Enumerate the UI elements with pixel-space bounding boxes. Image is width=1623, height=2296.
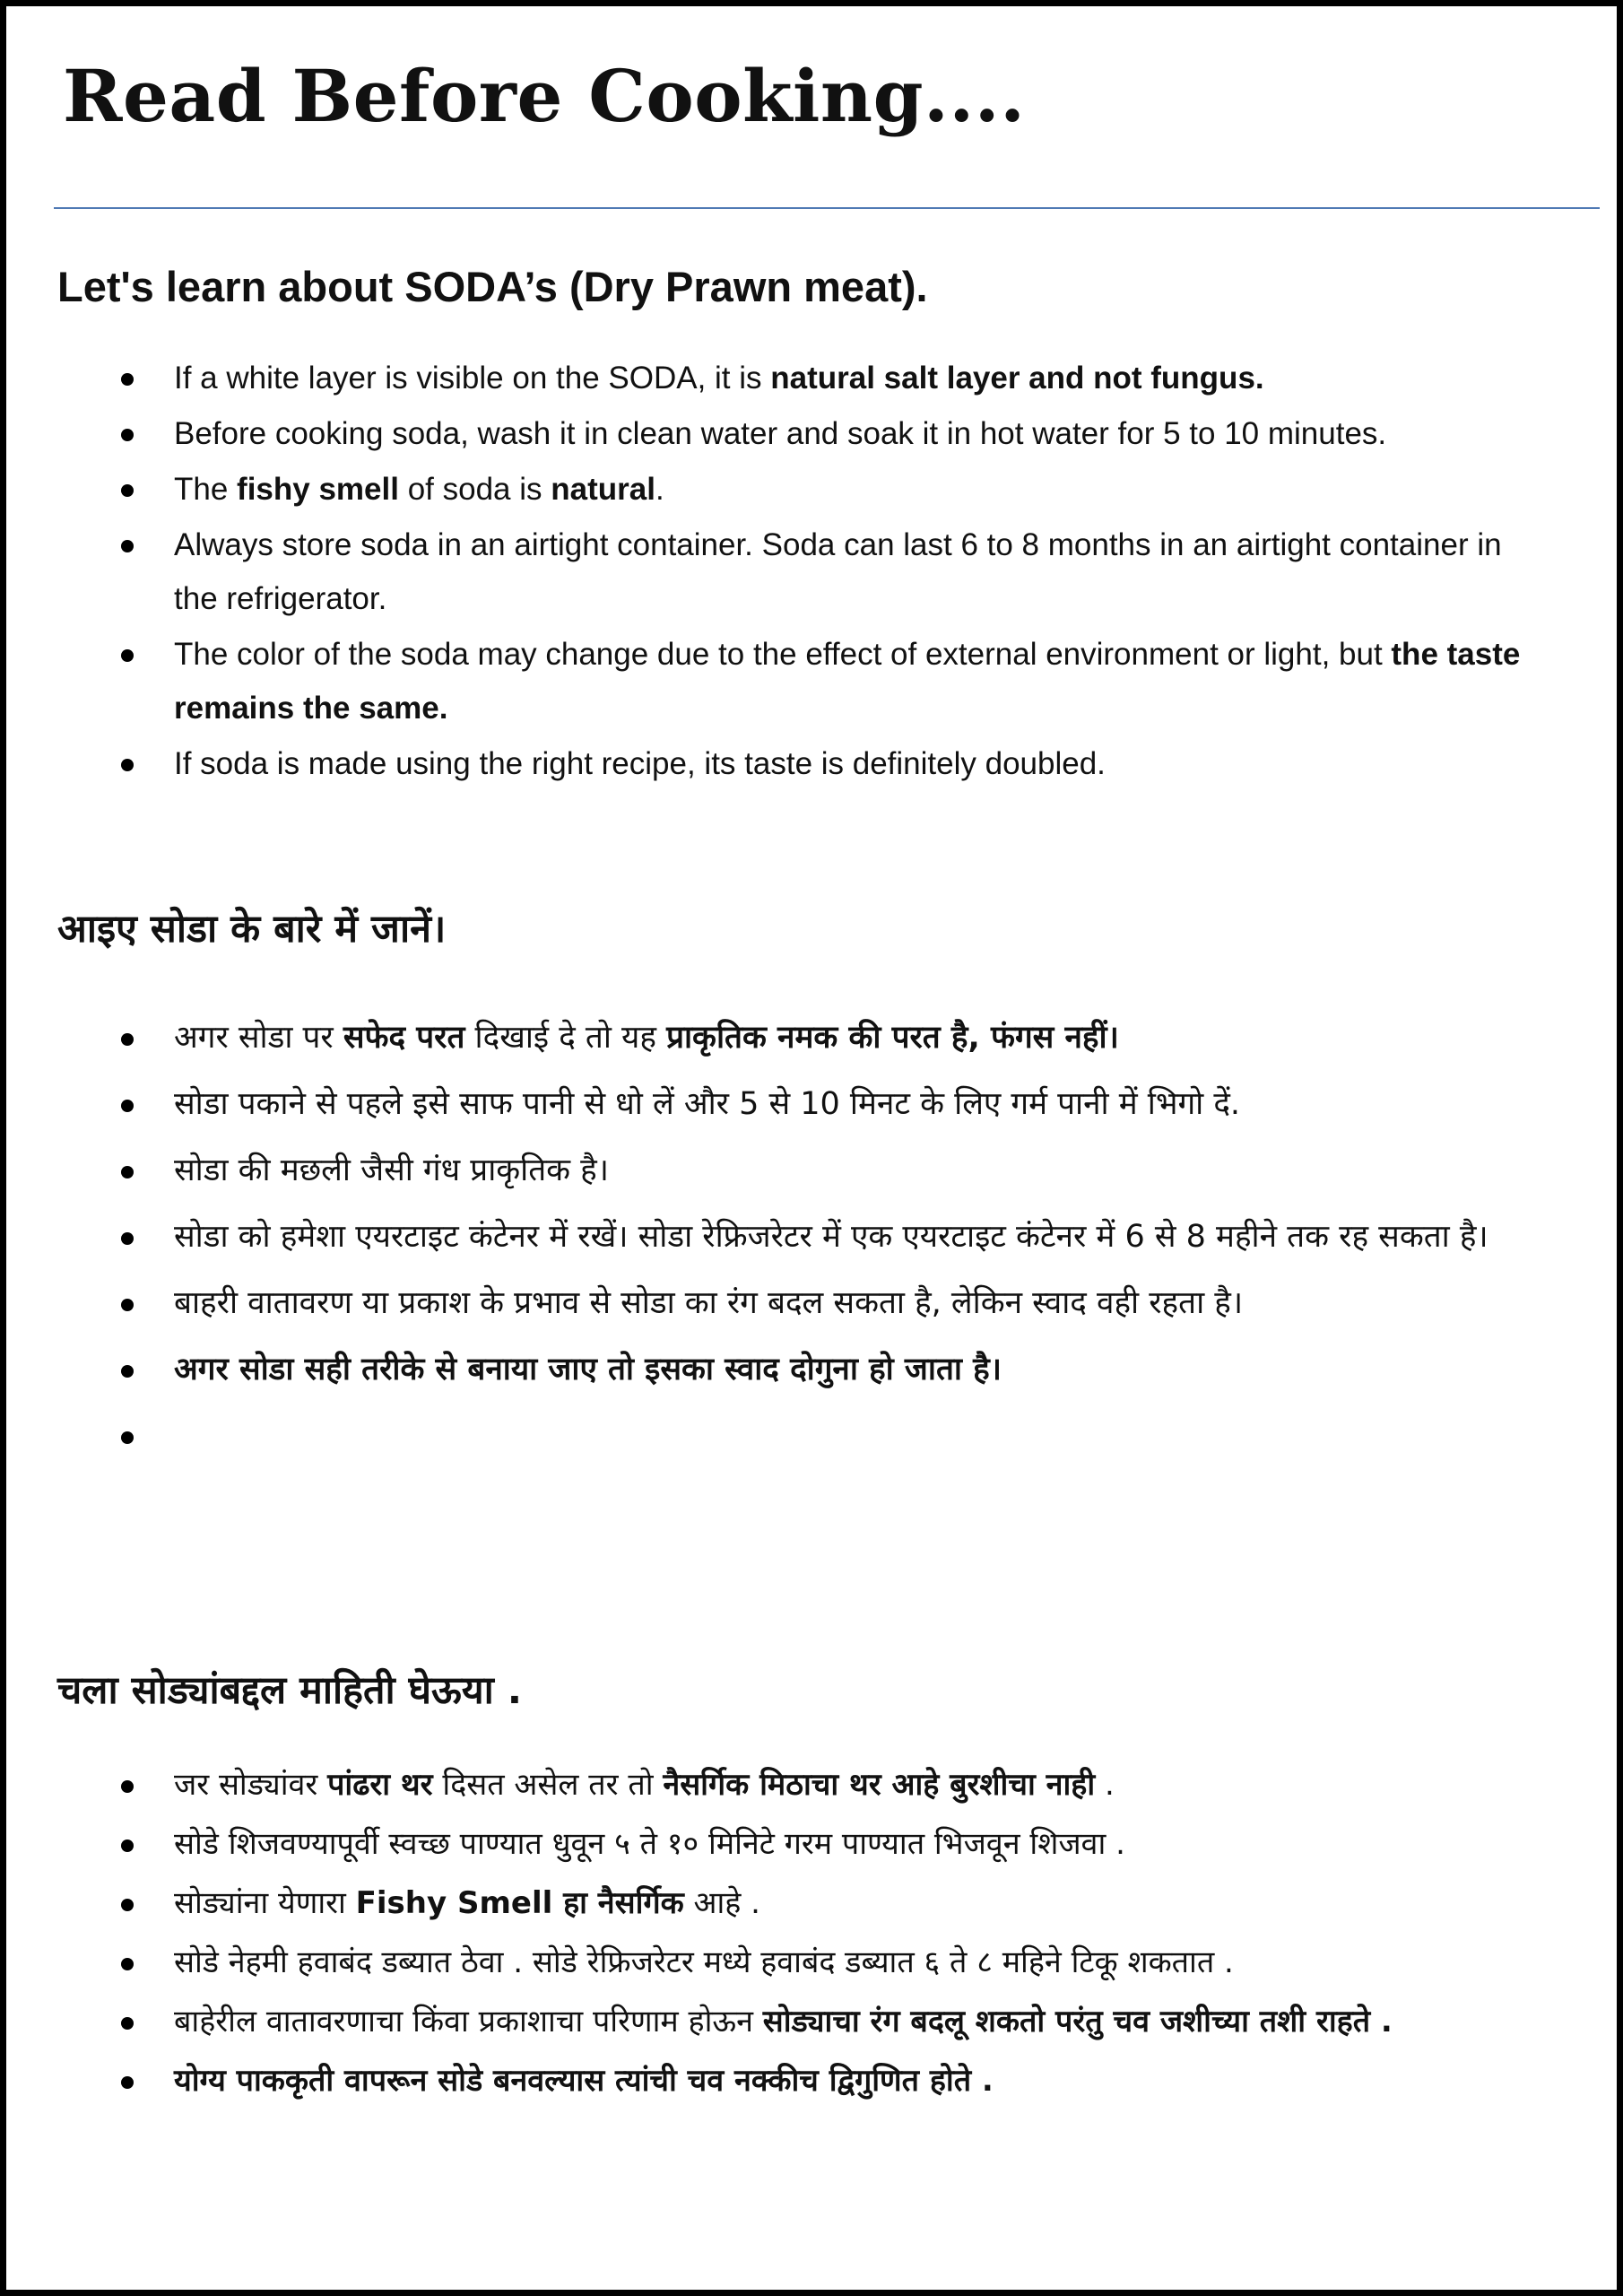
- bullet-icon: [121, 1100, 134, 1112]
- bullet-icon: [121, 484, 134, 497]
- bullet-icon: [121, 1033, 134, 1046]
- bullet-icon: [121, 1166, 134, 1178]
- bullet-icon: [121, 1899, 134, 1911]
- list-item: [57, 1403, 1528, 1469]
- bullet-icon: [121, 1958, 134, 1970]
- list-item: बाहरी वातावरण या प्रकाश के प्रभाव से सोडा का रंग बदल सकता है, लेकिन स्वाद वही रहता है।: [57, 1270, 1528, 1336]
- bullet-icon: [121, 649, 134, 662]
- english-section: [57, 260, 1582, 793]
- list-item: Before cooking soda, wash it in clean water and soak it in hot water for 5 to 10 minutes.: [57, 407, 1528, 461]
- list-item: सोडे शिजवण्यापूर्वी स्वच्छ पाण्यात धुवून ५ ते १० मिनिटे गरम पाण्यात भिजवून शिजवा .: [57, 1814, 1528, 1874]
- hindi-bullet-list: [57, 1004, 1582, 1469]
- list-item: सोड्यांना येणारा Fishy Smell हा नैसर्गिक आहे .: [57, 1874, 1528, 1933]
- list-item: The color of the soda may change due to the effect of external environment or light, but the taste remains the same.: [57, 628, 1528, 735]
- list-item: The fishy smell of soda is natural.: [57, 463, 1528, 517]
- list-item: If a white layer is visible on the SODA, it is natural salt layer and not fungus.: [57, 352, 1528, 405]
- list-item: अगर सोडा पर सफेद परत दिखाई दे तो यह प्राकृतिक नमक की परत है, फंगस नहीं।: [57, 1004, 1528, 1071]
- bullet-icon: [121, 2017, 134, 2030]
- list-item: जर सोड्यांवर पांढरा थर दिसत असेल तर तो नैसर्गिक मिठाचा थर आहे बुरशीचा नाही .: [57, 1755, 1528, 1814]
- title-divider: [54, 207, 1600, 209]
- marathi-bullet-list: [57, 1755, 1582, 2110]
- list-item: अगर सोडा सही तरीके से बनाया जाए तो इसका स्वाद दोगुना हो जाता है।: [57, 1336, 1528, 1403]
- bullet-icon: [121, 1839, 134, 1852]
- marathi-heading: चला सोड्यांबद्दल माहिती घेऊया .: [57, 1668, 523, 1713]
- list-item: Always store soda in an airtight container. Soda can last 6 to 8 months in an airtight container in the refrigerator.: [57, 518, 1528, 626]
- english-heading: Let's learn about SODA’s (Dry Prawn meat).: [57, 263, 928, 310]
- bullet-icon: [121, 429, 134, 441]
- english-bullet-list: [57, 352, 1582, 791]
- hindi-heading: आइए सोडा के बारे में जानें।: [57, 907, 447, 952]
- list-item: If soda is made using the right recipe, its taste is definitely doubled.: [57, 737, 1528, 791]
- bullet-icon: [121, 1365, 134, 1378]
- bullet-icon: [121, 1780, 134, 1793]
- bullet-icon: [121, 759, 134, 771]
- bullet-icon: [121, 373, 134, 386]
- list-item: बाहेरील वातावरणाचा किंवा प्रकाशाचा परिणाम होऊन सोड्याचा रंग बदलू शकतो परंतु चव जशीच्या तशी राहते .: [57, 1992, 1528, 2051]
- bullet-icon: [121, 1431, 134, 1444]
- list-item: सोडे नेहमी हवाबंद डब्यात ठेवा . सोडे रेफ्रिजरेटर मध्ये हवाबंद डब्यात ६ ते ८ महिने टिकू शकतात .: [57, 1933, 1528, 1992]
- bullet-icon: [121, 540, 134, 552]
- hindi-section: [57, 902, 1582, 1469]
- list-item: योग्य पाककृती वापरून सोडे बनवल्यास त्यांची चव नक्कीच द्विगुणित होते .: [57, 2051, 1528, 2110]
- bullet-icon: [121, 2076, 134, 2089]
- bullet-icon: [121, 1232, 134, 1245]
- page-title: Read Before Cooking....: [63, 54, 1026, 138]
- bullet-icon: [121, 1299, 134, 1311]
- list-item: सोडा पकाने से पहले इसे साफ पानी से धो लें और 5 से 10 मिनट के लिए गर्म पानी में भिगो दें.: [57, 1071, 1528, 1137]
- marathi-section: [57, 1664, 1582, 2110]
- list-item: सोडा की मछली जैसी गंध प्राकृतिक है।: [57, 1137, 1528, 1204]
- list-item: सोडा को हमेशा एयरटाइट कंटेनर में रखें। सोडा रेफ्रिजरेटर में एक एयरटाइट कंटेनर में 6 से 8 महीने तक रह सकता है।: [57, 1204, 1528, 1270]
